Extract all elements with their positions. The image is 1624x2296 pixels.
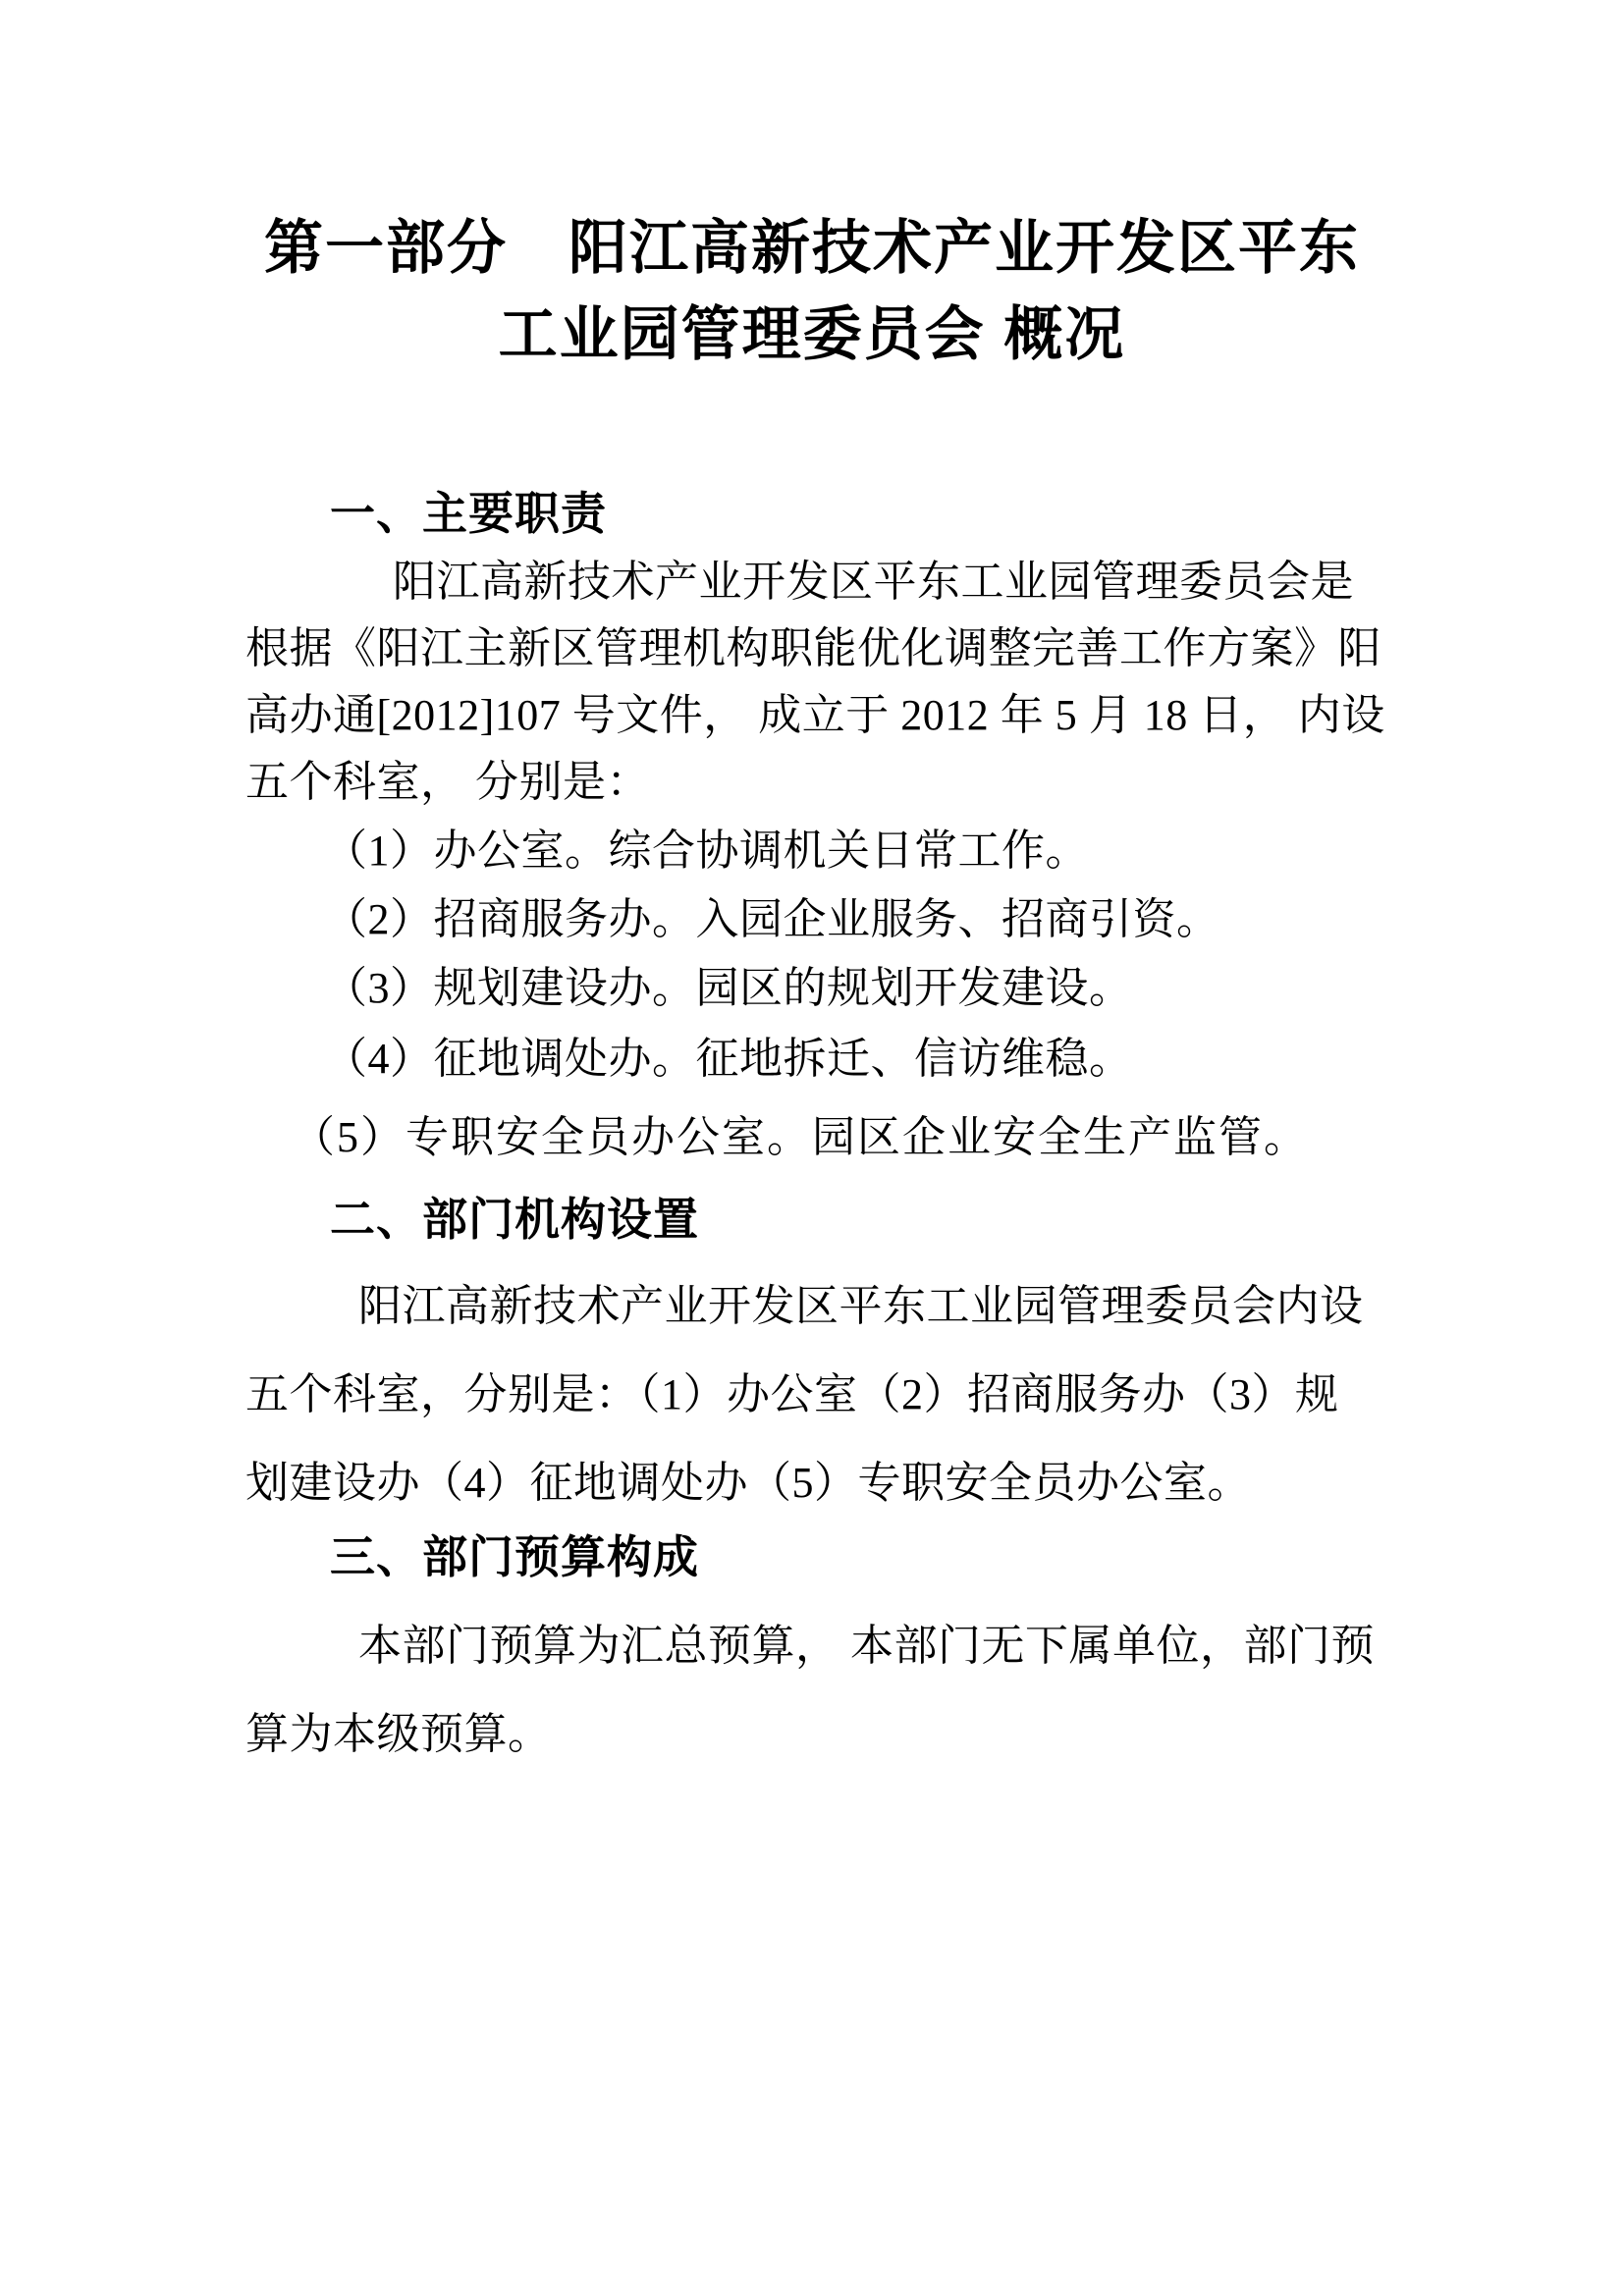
section-2-paragraph-line: 五个科室，分别是：（1）办公室（2）招商服务办（3）规 xyxy=(245,1370,1339,1418)
section-3-paragraph-line: 本部门预算为汇总预算， 本部门无下属单位，部门预 xyxy=(358,1622,1375,1670)
document-title-line-1: 第一部分 阳江高新技术产业开发区平东 xyxy=(264,215,1360,281)
section-3-heading: 三、部门预算构成 xyxy=(330,1531,699,1582)
section-2-heading: 二、部门机构设置 xyxy=(330,1194,699,1245)
section-1-paragraph-line: 五个科室， 分别是： xyxy=(245,758,650,806)
section-1-item-1: （1）办公室。综合协调机关日常工作。 xyxy=(324,827,1089,875)
section-1-item-4: （4）征地调处办。征地拆迁、信访维稳。 xyxy=(324,1035,1133,1083)
section-1-paragraph-line: 高办通[2012]107 号文件， 成立于 2012 年 5 月 18 日， 内设 xyxy=(245,691,1385,739)
section-2-paragraph-line: 划建设办（4）征地调处办（5）专职安全员办公室。 xyxy=(245,1459,1251,1507)
section-1-item-2: （2）招商服务办。入园企业服务、招商引资。 xyxy=(324,895,1220,943)
section-1-heading: 一、主要职责 xyxy=(330,488,607,539)
document-title-line-2: 工业园管理委员会 概况 xyxy=(498,301,1126,367)
section-1-paragraph-line: 阳江高新技术产业开发区平东工业园管理委员会是 xyxy=(393,558,1354,606)
section-1-item-5: （5）专职安全员办公室。园区企业安全生产监管。 xyxy=(292,1113,1309,1161)
section-2-paragraph-line: 阳江高新技术产业开发区平东工业园管理委员会内设 xyxy=(358,1282,1364,1330)
section-3-paragraph-line: 算为本级预算。 xyxy=(245,1710,552,1758)
section-1-paragraph-line: 根据《阳江主新区管理机构职能优化调整完善工作方案》阳 xyxy=(245,624,1381,672)
section-1-item-3: （3）规划建设办。园区的规划开发建设。 xyxy=(324,964,1133,1012)
